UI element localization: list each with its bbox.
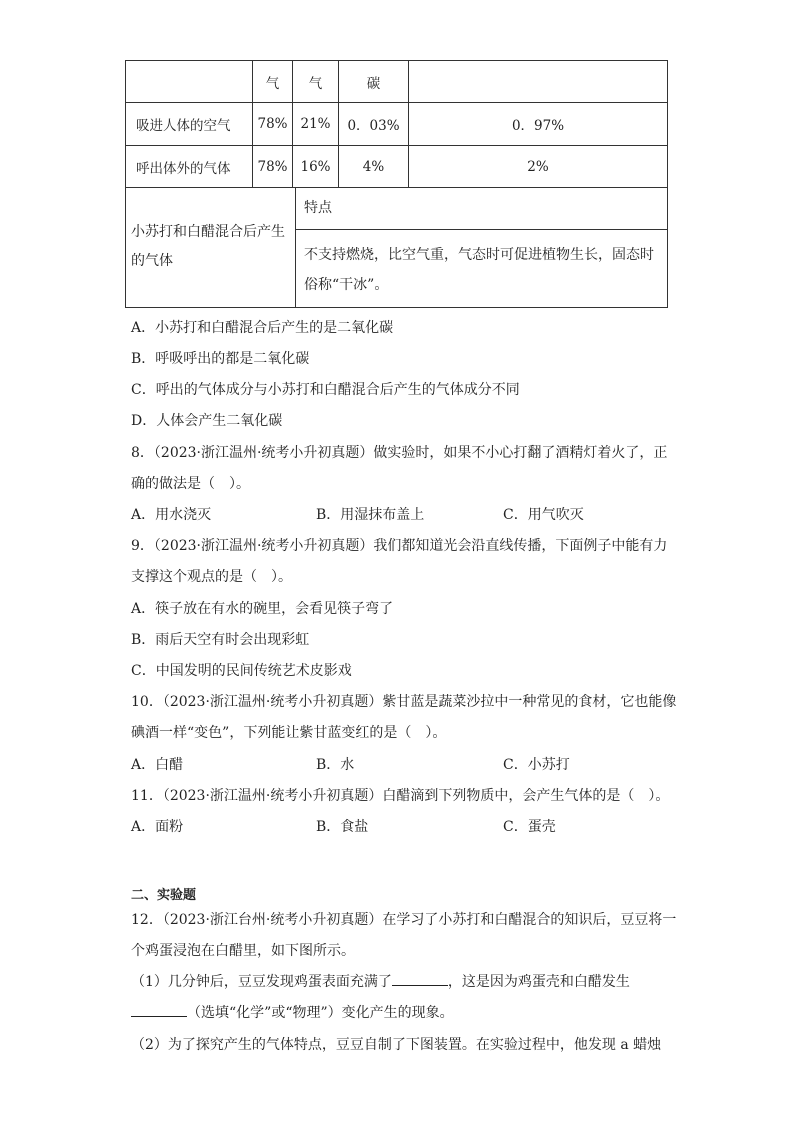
- option-a: A．筷子放在有水的碗里，会看见筷子弯了: [131, 601, 394, 617]
- table-cell: 0．97%: [511, 118, 565, 134]
- table-feature-description: 不支持燃烧，比空气重，气态时可促进植物生长，固态时俗称“干冰”。: [304, 247, 654, 293]
- option-a: A．面粉: [131, 819, 184, 835]
- table-feature-header: 特点: [304, 200, 332, 216]
- table-header-cell: 气: [308, 75, 323, 92]
- table-header-cell: [126, 61, 252, 102]
- table-header-cell: 气: [265, 75, 280, 92]
- table-cell: 0．03%: [347, 118, 400, 134]
- table-cell: 2%: [527, 158, 549, 175]
- option-c: C．呼出的气体成分与小苏打和白醋混合后产生的气体成分不同: [131, 382, 520, 398]
- question-12-sub2: （2）为了探究产生的气体特点，豆豆自制了下图装置。在实验过程中，他发现 a 蜡烛: [131, 1037, 662, 1053]
- option-c: C．蛋壳: [503, 819, 556, 835]
- table-cell: 吸进人体的空气: [136, 118, 231, 134]
- table-header-cell: [409, 61, 667, 102]
- table-cell: 16%: [300, 158, 331, 175]
- question-10-text-cont: 碘酒一样“变色”，下列能让紫甘蓝变红的是（ ）。: [131, 725, 447, 741]
- option-c: C．小苏打: [503, 757, 570, 773]
- table-cell: 4%: [362, 158, 385, 175]
- option-a: A．小苏打和白醋混合后产生的是二氧化碳: [131, 320, 394, 336]
- option-b: B．雨后天空有时会出现彩虹: [131, 632, 310, 648]
- answer-blank[interactable]: [131, 1002, 187, 1017]
- answer-blank[interactable]: [392, 971, 448, 986]
- question-8-text-cont: 确的做法是（ ）。: [131, 476, 250, 492]
- option-c: C．用气吹灭: [503, 507, 584, 523]
- question-12-sub1: [131, 971, 630, 991]
- option-a: A．用水浇灭: [131, 507, 212, 523]
- table-cell: 78%: [257, 158, 288, 175]
- option-b: B．用湿抹布盖上: [316, 507, 425, 523]
- option-b: B．食盐: [316, 819, 369, 835]
- table-cell: 21%: [300, 116, 331, 132]
- question-12-text: 12．（2023·浙江台州·统考小升初真题）在学习了小苏打和白醋混合的知识后，豆豆将一: [131, 912, 677, 928]
- section-heading: 二、实验题: [131, 888, 197, 903]
- question-9-text-cont: 支撑这个观点的是（ ）。: [131, 569, 292, 585]
- question-12-text-cont: 个鸡蛋浸泡在白醋里，如下图所示。: [131, 943, 355, 959]
- option-b: B．呼吸呼出的都是二氧化碳: [131, 351, 310, 367]
- question-9-text: 9．（2023·浙江温州·统考小升初真题）我们都知道光会沿直线传播，下面例子中能有力: [131, 538, 668, 554]
- sub1-text-a: （1）几分钟后，豆豆发现鸡蛋表面充满了: [131, 974, 392, 990]
- table-cell: 78%: [257, 116, 288, 132]
- sub1-text-b: ，这是因为鸡蛋壳和白醋发生: [447, 974, 630, 990]
- option-a: A．白醋: [131, 757, 184, 773]
- question-11-text: 11．（2023·浙江温州·统考小升初真题）白醋滴到下列物质中，会产生气体的是（ ）。: [131, 788, 670, 804]
- table-header-cell: 碳: [366, 75, 381, 92]
- option-b: B．水: [316, 757, 355, 773]
- sub1-text-c: （选填“化学”或“物理”）变化产生的现象。: [187, 1005, 454, 1021]
- option-d: D．人体会产生二氧化碳: [131, 413, 283, 429]
- table-gas-label: 小苏打和白醋混合后产生的气体: [131, 224, 285, 269]
- question-8-text: 8．（2023·浙江温州·统考小升初真题）做实验时，如果不小心打翻了酒精灯着火了，正: [131, 445, 668, 461]
- table-cell: 呼出体外的气体: [136, 160, 231, 177]
- option-c: C．中国发明的民间传统艺术皮影戏: [131, 663, 352, 679]
- question-10-text: 10．（2023·浙江温州·统考小升初真题）紫甘蓝是蔬菜沙拉中一种常见的食材，它也能像: [131, 694, 677, 710]
- question-12-sub1-cont: [131, 1002, 454, 1022]
